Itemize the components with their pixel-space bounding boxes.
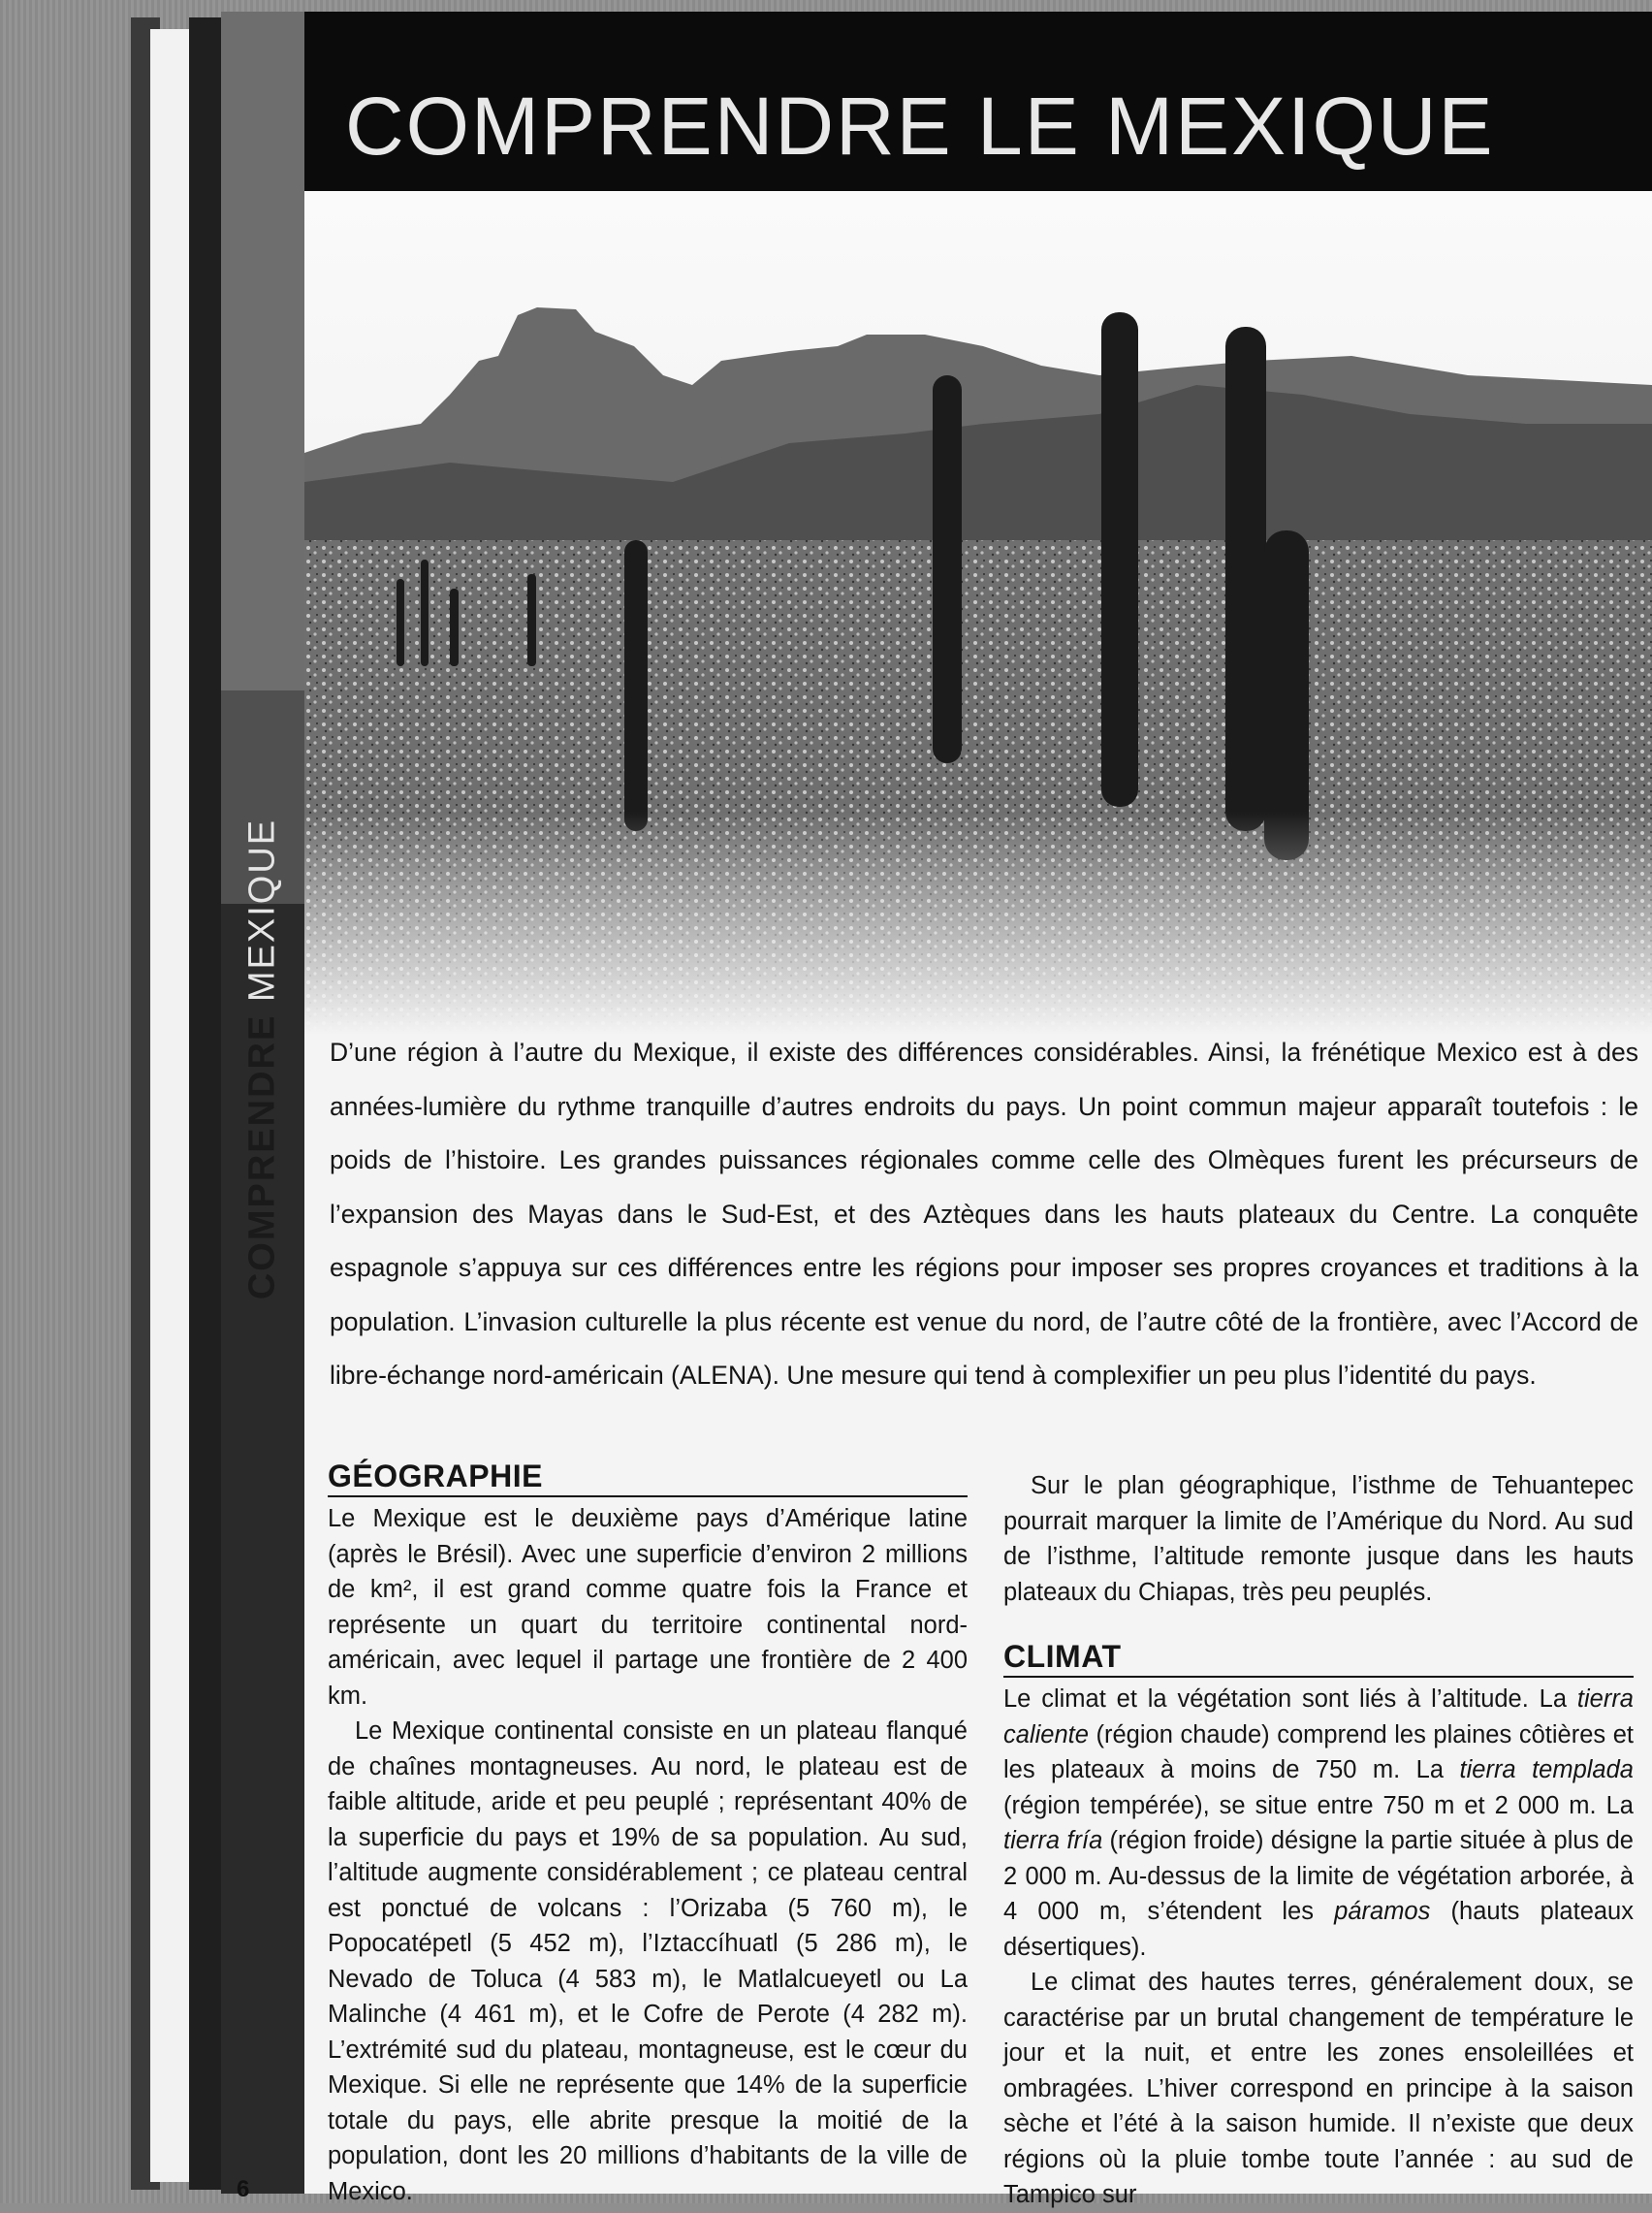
climat-term: tierra caliente	[1003, 1685, 1634, 1748]
landscape-photo	[304, 191, 1652, 1035]
page-title: COMPRENDRE LE MEXIQUE	[345, 80, 1495, 172]
section-heading-climat: CLIMAT	[1003, 1637, 1634, 1678]
column-left	[328, 1457, 968, 2209]
sidebar-label	[242, 818, 284, 1299]
climat-term: páramos	[1334, 1898, 1431, 1925]
climat-text: (région froide) désigne la partie située à plus de 2 000 m. Au-dessus de la limite de végétation arborée, à 4 000 m, s’étendent les	[1003, 1827, 1634, 1925]
section-heading-geographie: GÉOGRAPHIE	[328, 1457, 968, 1497]
climat-text: Le climat et la végétation sont liés à l’altitude. La	[1003, 1685, 1577, 1713]
column-right	[1003, 1468, 1634, 2213]
geographie-paragraph-2: Le Mexique continental consiste en un plateau flanqué de chaînes montagneuses. Au nord, le plateau est de faible altitude, aride et peu peuplé ; représentant 40% de la superficie du pays et 19% de sa population. Au sud, l’altitude augmente considérablement ; ce plateau central est ponctué de volcans : l’Orizaba (5 760 m), le Popocatépetl (5 452 m), l’Iztaccíhuatl (5 286 m), le Nevado de Toluca (4 583 m), le Matlalcueyetl ou La Malinche (4 461 m), et le Cofre de Perote (4 282 m). L’extrémité sud du plateau, montagneuse, est le cœur du Mexique. Si elle ne représente que 14% de la superficie totale du pays, elle abrite presque la moitié de la population, dont les 20 millions d’habitants de la ville de Mexico.	[328, 1717, 968, 2205]
page-number: 6	[237, 2176, 250, 2202]
landscape-illustration	[304, 191, 1652, 1035]
climat-term: tierra templada	[1459, 1756, 1634, 1783]
climat-paragraph-2: Le climat des hautes terres, généralement doux, se caractérise par un brutal changement de température le jour et la nuit, et entre les zones ensoleillées et ombragées. L’hiver correspond en principe à la saison sèche et l’été à la saison humide. Il n’existe que deux régions où la pluie tombe toute l’année : au sud de Tampico sur	[1003, 1969, 1634, 2208]
sidebar	[221, 12, 304, 2194]
book-pages-edge	[150, 29, 189, 2182]
climat-text: (région chaude) comprend les plaines côtières et les plateaux à moins de 750 m. La	[1003, 1720, 1634, 1783]
climat-paragraph-1	[1003, 1682, 1634, 1965]
intro-paragraph	[330, 1026, 1638, 1403]
sidebar-country: MEXIQUE	[241, 818, 283, 1003]
book-page	[221, 12, 1652, 2208]
book-spine	[189, 17, 223, 2190]
sidebar-section: COMPRENDRE	[241, 1013, 283, 1300]
intro-text: D’une région à l’autre du Mexique, il existe des différences considérables. Ainsi, la frénétique Mexico est à des années-lumière du rythme tranquille d’autres endroits du pays. Un point commun majeur apparaît toutefois : le poids de l’histoire. Les grandes puissances régionales comme celle des Olmèques furent les précurseurs de l’expansion des Mayas dans le Sud-Est, et des Aztèques dans les hauts plateaux du Centre. La conquête espagnole s’appuya sur ces différences entre les régions pour imposer ses propres croyances et traditions à la population. L’invasion culturelle la plus récente est venue du nord, de l’autre côté de la frontière, avec l’Accord de libre-échange nord-américain (ALENA). Une mesure qui tend à complexifier un peu plus l’identité du pays.	[330, 1038, 1638, 1390]
climat-term: tierra fría	[1003, 1827, 1103, 1854]
geographie-paragraph-1: Le Mexique est le deuxième pays d’Amérique latine (après le Brésil). Avec une superficie d’environ 2 millions de km², il est grand comme quatre fois la France et représente un quart du territoire continental nord-américain, avec lequel il partage une frontière de 2 400 km.	[328, 1505, 968, 1710]
climat-text: (hauts plateaux désertiques).	[1003, 1898, 1634, 1961]
climat-text: (région tempérée), se situe entre 750 m et 2 000 m. La	[1003, 1791, 1634, 1819]
geographie-paragraph-3: Sur le plan géographique, l’isthme de Tehuantepec pourrait marquer la limite de l’Amérique du Nord. Au sud de l’isthme, l’altitude remonte jusque dans les hauts plateaux du Chiapas, très peu peuplés.	[1003, 1472, 1634, 1606]
